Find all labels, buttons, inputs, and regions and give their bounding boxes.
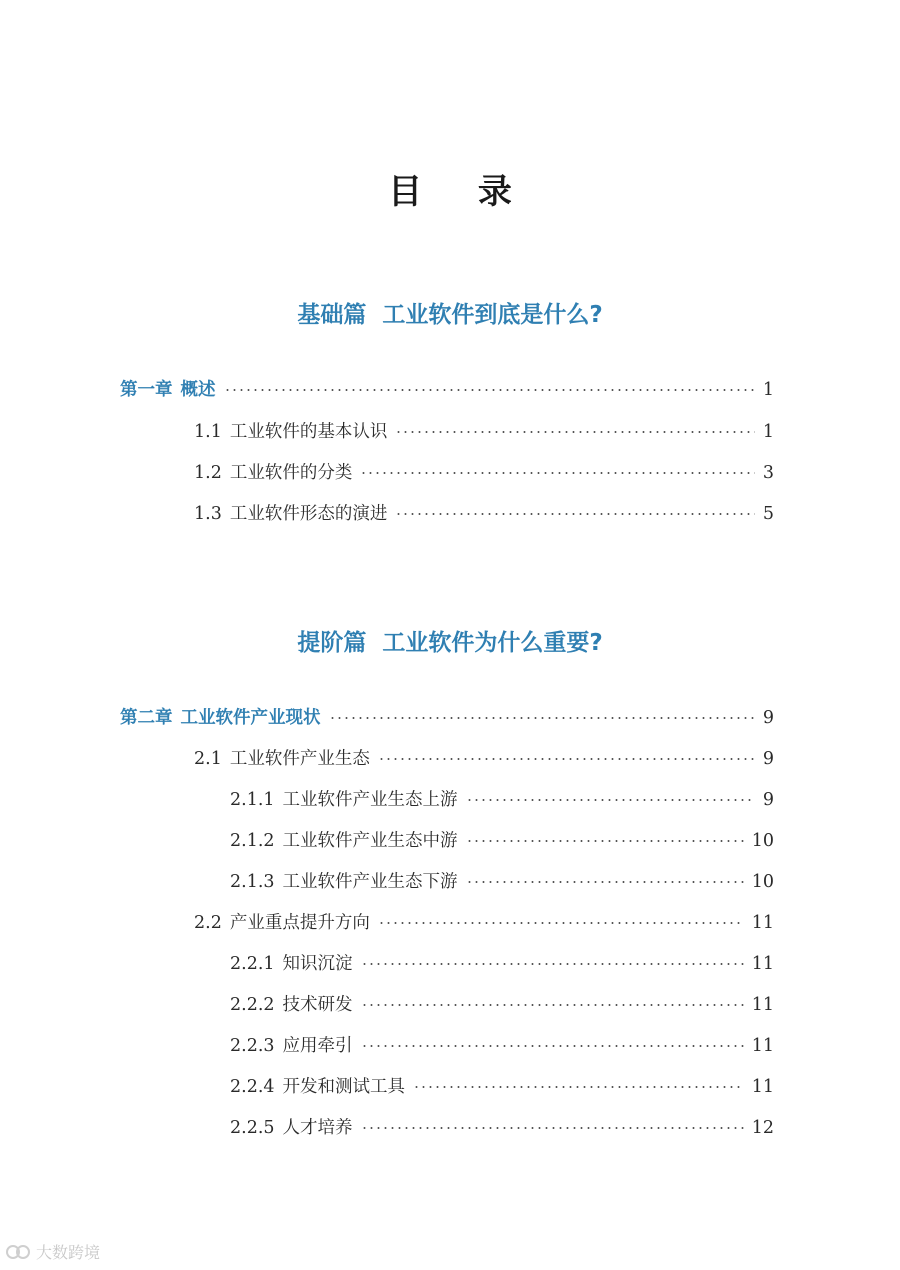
toc-subsection-row[interactable] bbox=[230, 786, 774, 812]
toc-subsection-row[interactable] bbox=[230, 1073, 774, 1099]
page-number: 1 bbox=[762, 422, 774, 442]
dot-leader bbox=[466, 881, 744, 883]
toc-subsection-row[interactable] bbox=[230, 991, 774, 1017]
toc-subsection-row[interactable] bbox=[230, 868, 774, 894]
dot-leader bbox=[361, 1004, 744, 1006]
toc-title: 目 录 bbox=[388, 172, 534, 212]
page-number: 10 bbox=[751, 872, 774, 892]
entry-title: 开发和测试工具 bbox=[282, 1077, 406, 1097]
entry-number: 2.1.3 bbox=[230, 872, 275, 892]
page-number: 5 bbox=[762, 504, 774, 524]
entry-number: 2.2.4 bbox=[230, 1077, 275, 1097]
part-subtitle: 工业软件为什么重要? bbox=[382, 630, 603, 656]
page-number: 10 bbox=[751, 831, 774, 851]
entry-number: 1.2 bbox=[194, 463, 222, 483]
watermark bbox=[6, 1240, 100, 1263]
page-number: 11 bbox=[751, 954, 774, 974]
part-name: 提阶篇 bbox=[297, 630, 367, 656]
dot-leader bbox=[361, 1127, 744, 1129]
entry-number: 1.3 bbox=[194, 504, 222, 524]
dot-leader bbox=[395, 431, 755, 433]
toc-chapter-row[interactable] bbox=[120, 376, 774, 402]
entry-number: 2.2.2 bbox=[230, 995, 275, 1015]
entry-number: 2.2 bbox=[194, 913, 222, 933]
entry-title: 工业软件的基本认识 bbox=[229, 422, 388, 442]
entry-number: 2.1 bbox=[194, 749, 222, 769]
page-number: 9 bbox=[762, 708, 774, 728]
entry-title: 知识沉淀 bbox=[282, 954, 353, 974]
toc-subsection-row[interactable] bbox=[230, 1032, 774, 1058]
part-name: 基础篇 bbox=[297, 302, 367, 328]
watermark-text: 大数跨境 bbox=[36, 1243, 101, 1262]
entry-title: 工业软件产业生态中游 bbox=[282, 831, 458, 851]
dot-leader bbox=[224, 389, 755, 391]
page-number: 11 bbox=[751, 913, 774, 933]
entry-title: 工业软件产业现状 bbox=[180, 708, 321, 728]
toc-section-row[interactable] bbox=[194, 500, 774, 526]
toc-section-row[interactable] bbox=[194, 745, 774, 771]
toc-chapter-row[interactable] bbox=[120, 704, 774, 730]
dot-leader bbox=[378, 758, 755, 760]
entry-title: 工业软件形态的演进 bbox=[229, 504, 388, 524]
page-number: 9 bbox=[762, 790, 774, 810]
dot-leader bbox=[395, 513, 755, 515]
dot-leader bbox=[466, 799, 755, 801]
toc-section-row[interactable] bbox=[194, 418, 774, 444]
page-number: 11 bbox=[751, 1077, 774, 1097]
page-number: 12 bbox=[751, 1118, 774, 1138]
page-number: 11 bbox=[751, 1036, 774, 1056]
dot-leader bbox=[466, 840, 744, 842]
watermark-logo-icon bbox=[6, 1243, 32, 1261]
entry-number: 2.2.1 bbox=[230, 954, 275, 974]
entry-number: 2.1.2 bbox=[230, 831, 275, 851]
entry-title: 工业软件产业生态下游 bbox=[282, 872, 458, 892]
page-number: 9 bbox=[762, 749, 774, 769]
toc-section-row[interactable] bbox=[194, 909, 774, 935]
dot-leader bbox=[360, 472, 755, 474]
entry-title: 技术研发 bbox=[282, 995, 353, 1015]
entry-number: 第二章 bbox=[120, 708, 173, 728]
part-subtitle: 工业软件到底是什么? bbox=[382, 302, 603, 328]
toc-subsection-row[interactable] bbox=[230, 1114, 774, 1140]
entry-title: 人才培养 bbox=[282, 1118, 353, 1138]
page-number: 3 bbox=[762, 463, 774, 483]
dot-leader bbox=[361, 1045, 744, 1047]
toc-section-row[interactable] bbox=[194, 459, 774, 485]
entry-title: 应用牵引 bbox=[282, 1036, 353, 1056]
entry-title: 产业重点提升方向 bbox=[229, 913, 370, 933]
toc-subsection-row[interactable] bbox=[230, 950, 774, 976]
entry-number: 2.2.5 bbox=[230, 1118, 275, 1138]
part-heading-basic bbox=[0, 296, 900, 329]
entry-number: 2.2.3 bbox=[230, 1036, 275, 1056]
dot-leader bbox=[413, 1086, 744, 1088]
entry-number: 1.1 bbox=[194, 422, 222, 442]
dot-leader bbox=[378, 922, 744, 924]
toc-subsection-row[interactable] bbox=[230, 827, 774, 853]
entry-title: 工业软件产业生态 bbox=[229, 749, 370, 769]
entry-title: 概述 bbox=[180, 380, 216, 400]
dot-leader bbox=[329, 717, 755, 719]
entry-number: 2.1.1 bbox=[230, 790, 275, 810]
page-number: 11 bbox=[751, 995, 774, 1015]
part-heading-advanced bbox=[0, 624, 900, 657]
entry-number: 第一章 bbox=[120, 380, 173, 400]
entry-title: 工业软件的分类 bbox=[229, 463, 353, 483]
entry-title: 工业软件产业生态上游 bbox=[282, 790, 458, 810]
dot-leader bbox=[361, 963, 744, 965]
page-number: 1 bbox=[762, 380, 774, 400]
